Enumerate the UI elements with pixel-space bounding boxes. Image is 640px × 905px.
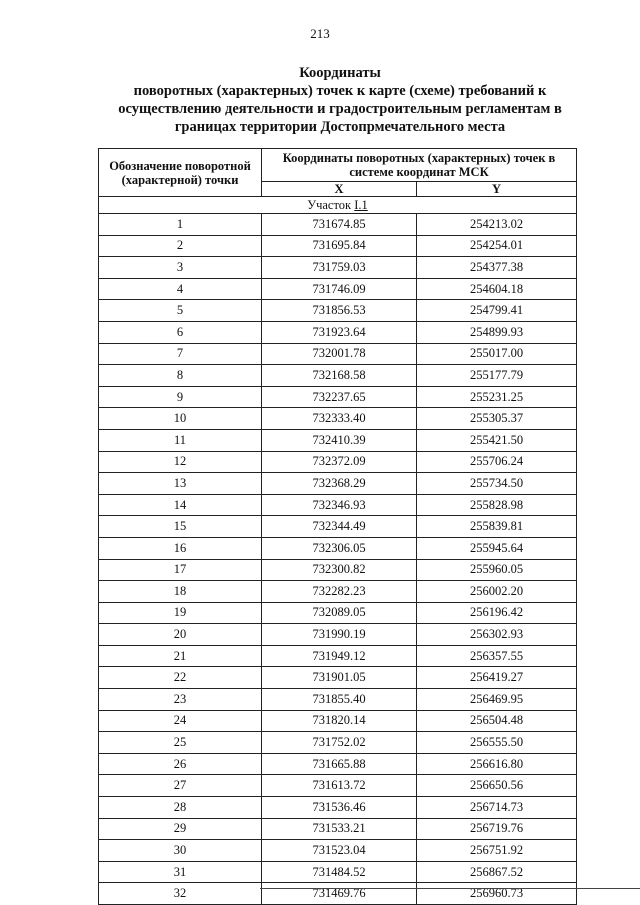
point-number-cell: 2 — [99, 235, 262, 257]
table-row — [99, 775, 577, 797]
point-number-cell: 15 — [99, 516, 262, 538]
table-row — [99, 689, 577, 711]
table-row — [99, 429, 577, 451]
x-coordinate-cell: 731695.84 — [262, 235, 417, 257]
table-row — [99, 818, 577, 840]
x-coordinate-cell: 731856.53 — [262, 300, 417, 322]
table-row — [99, 602, 577, 624]
point-number-cell: 23 — [99, 689, 262, 711]
y-coordinate-cell: 256719.76 — [417, 818, 577, 840]
x-coordinate-cell: 732344.49 — [262, 516, 417, 538]
y-coordinate-cell: 256002.20 — [417, 581, 577, 603]
page-number: 213 — [310, 26, 330, 41]
y-coordinate-cell: 256650.56 — [417, 775, 577, 797]
y-coordinate-cell: 256196.42 — [417, 602, 577, 624]
section-row — [99, 197, 577, 214]
table-row — [99, 624, 577, 646]
x-coordinate-cell: 732346.93 — [262, 494, 417, 516]
table-row — [99, 710, 577, 732]
point-number-cell: 28 — [99, 797, 262, 819]
y-coordinate-cell: 256302.93 — [417, 624, 577, 646]
point-number-cell: 22 — [99, 667, 262, 689]
x-coordinate-cell: 732282.23 — [262, 581, 417, 603]
header-x: X — [262, 182, 417, 197]
x-coordinate-cell: 732306.05 — [262, 537, 417, 559]
point-number-cell: 18 — [99, 581, 262, 603]
y-coordinate-cell: 255421.50 — [417, 429, 577, 451]
point-number-cell: 11 — [99, 429, 262, 451]
point-number-cell: 12 — [99, 451, 262, 473]
point-number-cell: 8 — [99, 365, 262, 387]
y-coordinate-cell: 255828.98 — [417, 494, 577, 516]
table-row — [99, 343, 577, 365]
header-point-designation: Обозначение поворотной (характерной) точки — [99, 149, 262, 197]
point-number-cell: 1 — [99, 214, 262, 236]
y-coordinate-cell: 255305.37 — [417, 408, 577, 430]
x-coordinate-cell: 731746.09 — [262, 278, 417, 300]
y-coordinate-cell: 255960.05 — [417, 559, 577, 581]
table-row — [99, 408, 577, 430]
x-coordinate-cell: 731665.88 — [262, 753, 417, 775]
point-number-cell: 26 — [99, 753, 262, 775]
x-coordinate-cell: 731759.03 — [262, 257, 417, 279]
y-coordinate-cell: 255945.64 — [417, 537, 577, 559]
table-row — [99, 732, 577, 754]
table-row — [99, 451, 577, 473]
point-number-cell: 6 — [99, 321, 262, 343]
point-number-cell: 17 — [99, 559, 262, 581]
point-number-cell: 19 — [99, 602, 262, 624]
header-y: Y — [417, 182, 577, 197]
x-coordinate-cell: 731752.02 — [262, 732, 417, 754]
point-number-cell: 27 — [99, 775, 262, 797]
x-coordinate-cell: 731820.14 — [262, 710, 417, 732]
table-row — [99, 300, 577, 322]
point-number-cell: 31 — [99, 861, 262, 883]
x-coordinate-cell: 731674.85 — [262, 214, 417, 236]
table-row — [99, 321, 577, 343]
y-coordinate-cell: 254899.93 — [417, 321, 577, 343]
point-number-cell: 16 — [99, 537, 262, 559]
x-coordinate-cell: 732168.58 — [262, 365, 417, 387]
point-number-cell: 13 — [99, 473, 262, 495]
x-coordinate-cell: 732001.78 — [262, 343, 417, 365]
y-coordinate-cell: 254213.02 — [417, 214, 577, 236]
y-coordinate-cell: 256751.92 — [417, 840, 577, 862]
table-row — [99, 753, 577, 775]
point-number-cell: 20 — [99, 624, 262, 646]
point-number-cell: 29 — [99, 818, 262, 840]
title-line: осуществлению деятельности и градостроительным регламентам в — [118, 101, 562, 117]
y-coordinate-cell: 254604.18 — [417, 278, 577, 300]
table-row — [99, 537, 577, 559]
y-coordinate-cell: 256504.48 — [417, 710, 577, 732]
y-coordinate-cell: 256357.55 — [417, 645, 577, 667]
point-number-cell: 32 — [99, 883, 262, 905]
x-coordinate-cell: 731613.72 — [262, 775, 417, 797]
table-row — [99, 516, 577, 538]
table-row — [99, 235, 577, 257]
point-number-cell: 10 — [99, 408, 262, 430]
title-line: границах территории Достопрмечательного места — [174, 119, 506, 135]
section-prefix: Участок — [307, 198, 352, 212]
x-coordinate-cell: 732410.39 — [262, 429, 417, 451]
table-row — [99, 386, 577, 408]
y-coordinate-cell: 254799.41 — [417, 300, 577, 322]
x-coordinate-cell: 732300.82 — [262, 559, 417, 581]
point-number-cell: 21 — [99, 645, 262, 667]
document-title — [60, 64, 620, 136]
title-line: Координаты — [299, 65, 381, 81]
table-row — [99, 473, 577, 495]
x-coordinate-cell: 731469.76 — [262, 883, 417, 905]
title-line: поворотных (характерных) точек к карте (схеме) требований к — [133, 83, 547, 99]
y-coordinate-cell: 255231.25 — [417, 386, 577, 408]
x-coordinate-cell: 731484.52 — [262, 861, 417, 883]
y-coordinate-cell: 255839.81 — [417, 516, 577, 538]
page-bottom-rule — [260, 888, 640, 889]
y-coordinate-cell: 254377.38 — [417, 257, 577, 279]
table-row — [99, 861, 577, 883]
table-row — [99, 559, 577, 581]
x-coordinate-cell: 731855.40 — [262, 689, 417, 711]
table-row — [99, 278, 577, 300]
x-coordinate-cell: 732368.29 — [262, 473, 417, 495]
x-coordinate-cell: 732333.40 — [262, 408, 417, 430]
x-coordinate-cell: 732237.65 — [262, 386, 417, 408]
y-coordinate-cell: 256867.52 — [417, 861, 577, 883]
table-row — [99, 645, 577, 667]
x-coordinate-cell: 731536.46 — [262, 797, 417, 819]
point-number-cell: 5 — [99, 300, 262, 322]
y-coordinate-cell: 255706.24 — [417, 451, 577, 473]
header-coordinates: Координаты поворотных (характерных) точек в системе координат МСК — [262, 149, 577, 182]
x-coordinate-cell: 732372.09 — [262, 451, 417, 473]
y-coordinate-cell: 256469.95 — [417, 689, 577, 711]
y-coordinate-cell: 256960.73 — [417, 883, 577, 905]
y-coordinate-cell: 255734.50 — [417, 473, 577, 495]
y-coordinate-cell: 255017.00 — [417, 343, 577, 365]
table-row — [99, 797, 577, 819]
table-row — [99, 840, 577, 862]
table-row — [99, 667, 577, 689]
section-id: I.1 — [354, 198, 368, 212]
x-coordinate-cell: 732089.05 — [262, 602, 417, 624]
x-coordinate-cell: 731923.64 — [262, 321, 417, 343]
table-row — [99, 883, 577, 905]
coordinates-table — [98, 148, 577, 905]
x-coordinate-cell: 731533.21 — [262, 818, 417, 840]
point-number-cell: 9 — [99, 386, 262, 408]
x-coordinate-cell: 731990.19 — [262, 624, 417, 646]
x-coordinate-cell: 731949.12 — [262, 645, 417, 667]
table-row — [99, 581, 577, 603]
point-number-cell: 7 — [99, 343, 262, 365]
y-coordinate-cell: 256555.50 — [417, 732, 577, 754]
point-number-cell: 30 — [99, 840, 262, 862]
table-row — [99, 494, 577, 516]
y-coordinate-cell: 256616.80 — [417, 753, 577, 775]
y-coordinate-cell: 256419.27 — [417, 667, 577, 689]
table-row — [99, 365, 577, 387]
point-number-cell: 24 — [99, 710, 262, 732]
point-number-cell: 14 — [99, 494, 262, 516]
point-number-cell: 25 — [99, 732, 262, 754]
table-row — [99, 214, 577, 236]
x-coordinate-cell: 731901.05 — [262, 667, 417, 689]
y-coordinate-cell: 256714.73 — [417, 797, 577, 819]
table-row — [99, 257, 577, 279]
y-coordinate-cell: 255177.79 — [417, 365, 577, 387]
x-coordinate-cell: 731523.04 — [262, 840, 417, 862]
y-coordinate-cell: 254254.01 — [417, 235, 577, 257]
point-number-cell: 4 — [99, 278, 262, 300]
point-number-cell: 3 — [99, 257, 262, 279]
